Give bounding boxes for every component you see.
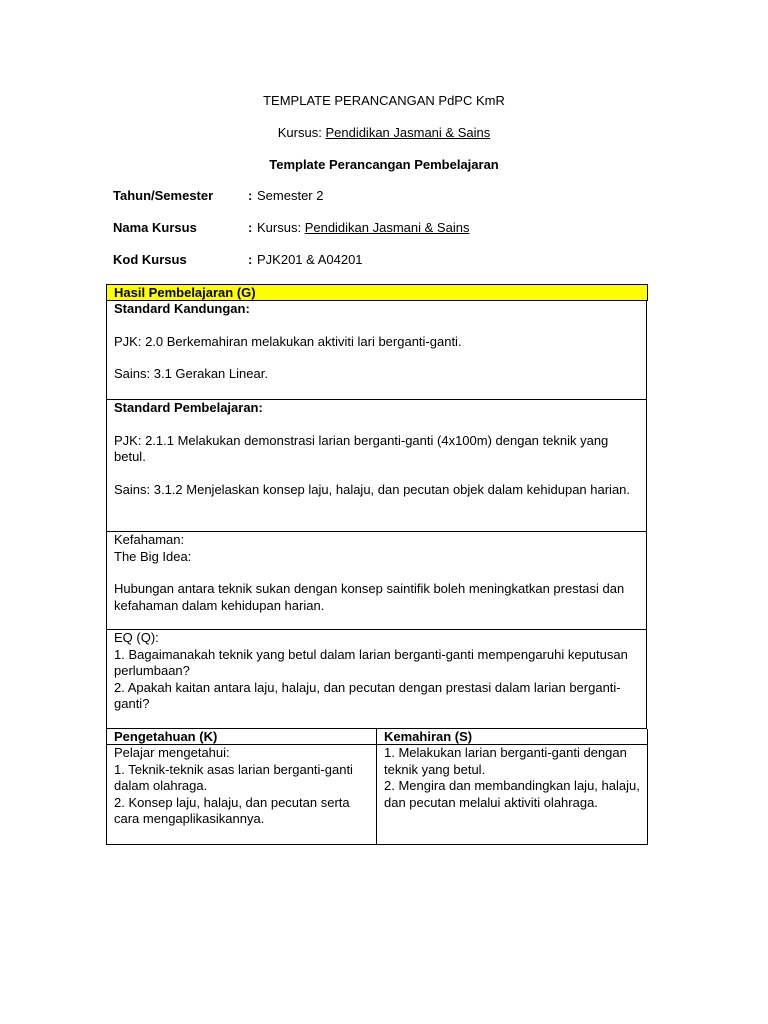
year-semester-value: Semester 2 — [257, 188, 324, 203]
content-standard-sains: Sains: 3.1 Gerakan Linear. — [114, 366, 268, 381]
course-name-value — [257, 220, 469, 237]
course-code-colon: : — [248, 252, 253, 267]
essential-questions-section — [106, 630, 647, 729]
skills-cell — [377, 745, 648, 845]
year-semester-label: Tahun/Semester — [113, 188, 214, 203]
document-subtitle: Template Perancangan Pembelajaran — [269, 157, 499, 172]
knowledge-item-1: 1. Teknik-teknik asas larian berganti-ganti dalam olahraga. — [114, 761, 353, 793]
content-standard-pjk: PJK: 2.0 Berkemahiran melakukan aktiviti lari berganti-ganti. — [114, 333, 462, 349]
course-name-colon: : — [248, 220, 253, 235]
knowledge-header: Pengetahuan (K) — [106, 729, 377, 745]
eq-question-2: 2. Apakah kaitan antara laju, halaju, dan pecutan dengan prestasi dalam larian berganti-ganti? — [114, 679, 621, 711]
big-idea-text: Hubungan antara teknik sukan dengan konsep saintifik boleh meningkatkan prestasi dan kefahaman dalam kehidupan harian. — [114, 581, 625, 613]
course-code-value: PJK201 & A04201 — [257, 252, 363, 267]
year-semester-colon: : — [248, 188, 253, 203]
skills-item-2: 2. Mengira dan membandingkan laju, halaju, dan pecutan melalui aktiviti olahraga. — [384, 778, 640, 810]
knowledge-cell — [106, 745, 377, 845]
big-idea-label: The Big Idea: — [114, 548, 192, 564]
learning-standard-sains: Sains: 3.1.2 Menjelaskan konsep laju, halaju, dan pecutan objek dalam kehidupan harian. — [114, 481, 631, 497]
course-name: Pendidikan Jasmani & Sains — [325, 125, 491, 140]
learning-standard-pjk: PJK: 2.1.1 Melakukan demonstrasi larian berganti-ganti (4x100m) dengan teknik yang betul. — [114, 432, 609, 464]
skills-header: Kemahiran (S) — [377, 729, 648, 745]
understanding-section — [106, 532, 647, 630]
course-name-text: Pendidikan Jasmani & Sains — [304, 220, 470, 235]
document-title: TEMPLATE PERANCANGAN PdPC KmR — [263, 93, 505, 108]
course-name-prefix: Kursus: — [257, 220, 305, 235]
learning-outcomes-header: Hasil Pembelajaran (G) — [106, 284, 648, 301]
understanding-title: Kefahaman: — [114, 532, 185, 547]
knowledge-item-2: 2. Konsep laju, halaju, dan pecutan serta cara mengaplikasikannya. — [114, 794, 350, 826]
skills-item-1: 1. Melakukan larian berganti-ganti dengan teknik yang betul. — [384, 745, 627, 777]
course-prefix: Kursus: — [277, 125, 326, 140]
content-standard-section — [106, 301, 647, 400]
course-name-label: Nama Kursus — [113, 220, 197, 235]
knowledge-intro: Pelajar mengetahui: — [114, 745, 230, 760]
eq-question-1: 1. Bagaimanakah teknik yang betul dalam larian berganti-ganti mempengaruhi keputusan perlumbaan? — [114, 646, 628, 678]
eq-title: EQ (Q): — [114, 630, 159, 645]
content-standard-title: Standard Kandungan: — [114, 301, 250, 316]
course-code-label: Kod Kursus — [113, 252, 187, 267]
course-line — [0, 125, 768, 142]
learning-standard-section — [106, 400, 647, 532]
learning-standard-title: Standard Pembelajaran: — [114, 400, 263, 415]
